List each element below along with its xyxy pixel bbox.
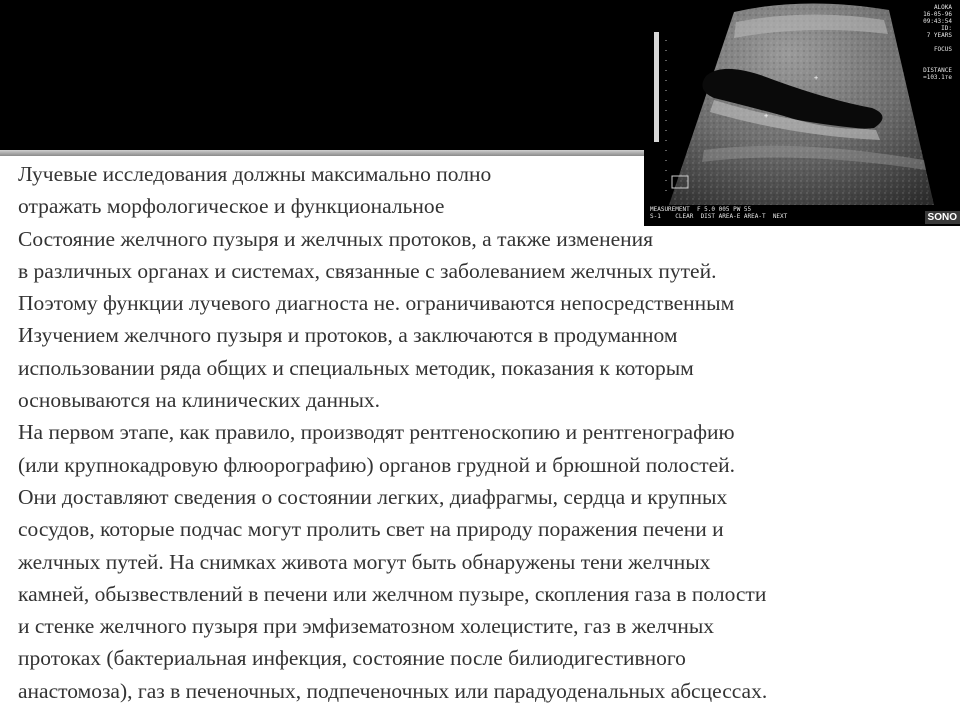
text-line: камней, обызвествлений в печени или желчном пузыре, скопления газа в полости (18, 581, 767, 606)
text-line: Поэтому функции лучевого диагноста не. ограничиваются непосредственным (18, 291, 735, 316)
text-line: Они доставляют сведения о состоянии легких, диафрагмы, сердца и крупных (18, 484, 728, 509)
text-line: анастомоза), газ в печеночных, подпеченочных или парадуоденальных абсцессах. (18, 678, 768, 703)
text-line: основываются на клинических данных. (18, 388, 381, 413)
body-text (18, 158, 958, 707)
text-line: Лучевые исследования должны максимально полно (18, 162, 492, 186)
text-line: использовании ряда общих и специальных методик, показания к которым (18, 355, 694, 380)
divider-rule (0, 150, 660, 156)
text-line: (или крупнокадровую флюорографию) органов грудной и брюшной полостей. (18, 452, 736, 477)
scan-readout: ALOKA 16-05-96 09:43:54 ID: 7 YEARS FOCUS DISTANCE =103.1те (923, 4, 952, 81)
text-line: протоках (бактериальная инфекция, состояние после билиодигестивного (18, 646, 686, 671)
text-line: и стенке желчного пузыря при эмфизематозном холецистите, газ в желчных (18, 614, 715, 639)
svg-text:+: + (814, 74, 819, 82)
text-line: отражать морфологическое и функциональное (18, 194, 445, 219)
text-line: желчных путей. На снимках живота могут быть обнаружены тени желчных (18, 549, 711, 574)
text-line: в различных органах и системах, связанные с заболеванием желчных путей. (18, 258, 717, 283)
text-line: На первом этапе, как правило, производят рентгеноскопию и рентгенографию (18, 420, 735, 445)
brand-label: SONO (925, 211, 960, 224)
svg-text:+: + (764, 112, 769, 120)
text-line: Состояние желчного пузыря и желчных протоков, а также изменения (18, 226, 654, 251)
scan-status-bar: MEASUREMENT F 5.0 005 PW 55 S-1 CLEAR DIST AREA-E AREA-T NEXT (650, 206, 788, 220)
text-line: Изучением желчного пузыря и протоков, а заключаются в продуманном (18, 323, 678, 348)
text-line: сосудов, которые подчас могут пролить свет на природу поражения печени и (18, 517, 724, 542)
